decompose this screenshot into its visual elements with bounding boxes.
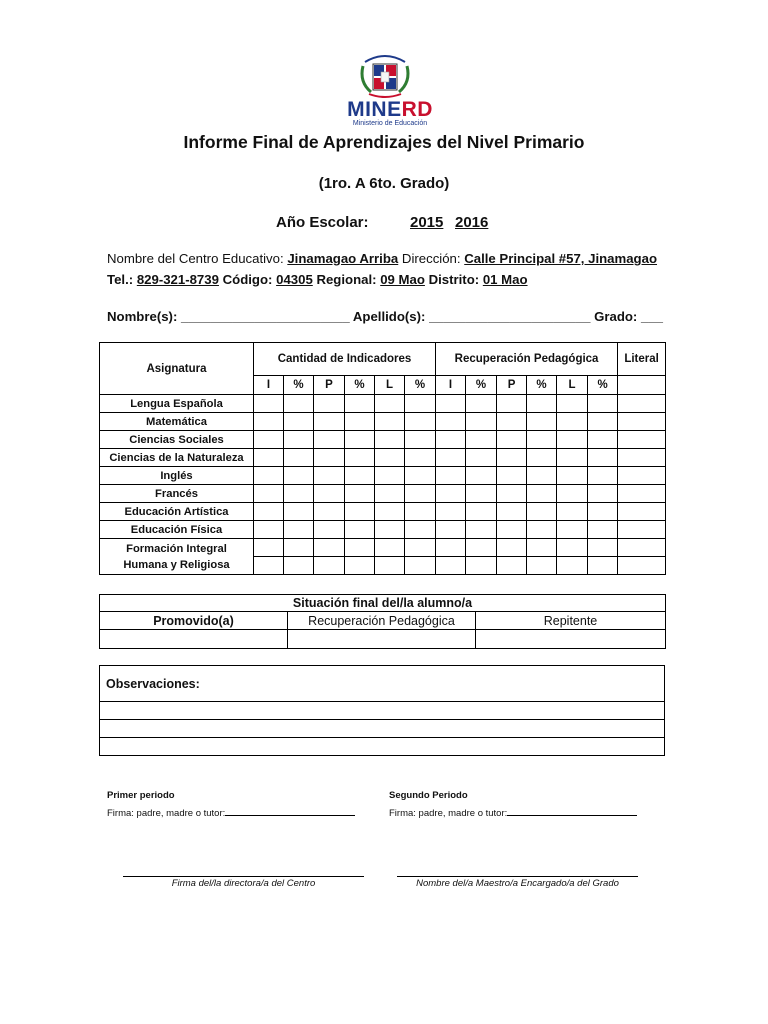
grade-input-cell[interactable] — [314, 395, 345, 413]
grade-input-cell[interactable] — [254, 485, 284, 503]
second-period-title: Segundo Periodo — [389, 790, 468, 801]
sub-header-cell: I — [254, 376, 284, 395]
grade-input-cell[interactable] — [497, 413, 527, 431]
subject-name: Ciencias de la Naturaleza — [100, 449, 254, 467]
grade-input-cell[interactable] — [345, 431, 375, 449]
grade-input-cell[interactable] — [436, 431, 466, 449]
teacher-signature-caption: Nombre del/a Maestro/a Encargado/a del Grado — [416, 878, 619, 889]
grade-input-cell[interactable] — [588, 413, 618, 431]
sub-header-cell: % — [345, 376, 375, 395]
subject-name-line2: Humana y Religiosa — [123, 558, 230, 571]
grade-input-cell[interactable] — [557, 431, 588, 449]
indicators-column-header: Cantidad de Indicadores — [254, 343, 436, 376]
logo-brand-part1: MINE — [347, 98, 402, 121]
grade-input-cell[interactable] — [497, 467, 527, 485]
grade-input-cell[interactable] — [557, 467, 588, 485]
grade-input-cell[interactable] — [588, 449, 618, 467]
grade-input-cell[interactable] — [284, 413, 314, 431]
grade-input-cell[interactable] — [497, 395, 527, 413]
grade-input-cell[interactable] — [314, 503, 345, 521]
coat-of-arms-icon — [355, 52, 415, 100]
observation-line[interactable] — [100, 720, 665, 738]
grade-input-cell[interactable] — [618, 467, 666, 485]
first-period-signature-field[interactable] — [225, 806, 355, 816]
grade-input-cell[interactable] — [284, 467, 314, 485]
sub-header-cell: P — [314, 376, 345, 395]
grade-input-cell[interactable] — [375, 449, 405, 467]
subject-name: Lengua Española — [100, 395, 254, 413]
grade-input-cell[interactable] — [497, 503, 527, 521]
grade-input-cell[interactable] — [557, 395, 588, 413]
grade-input-cell[interactable] — [618, 395, 666, 413]
center-info-line — [107, 251, 657, 266]
grade-input-cell[interactable] — [588, 521, 618, 539]
logo-brand-part2: RD — [401, 98, 433, 121]
grades-table — [99, 342, 666, 575]
regional-label: Regional: — [316, 272, 377, 287]
grade-input-cell[interactable] — [375, 431, 405, 449]
grade-input-cell[interactable] — [557, 521, 588, 539]
grade-input-cell[interactable] — [557, 539, 588, 557]
grade-input-cell[interactable] — [466, 413, 497, 431]
subject-column-header: Asignatura — [100, 343, 254, 395]
grade-input-cell[interactable] — [527, 431, 557, 449]
grade-input-cell[interactable] — [254, 431, 284, 449]
grade-input-cell[interactable] — [527, 503, 557, 521]
grade-input-cell[interactable] — [405, 557, 436, 575]
tel-value: 829-321-8739 — [136, 272, 219, 287]
table-row — [100, 395, 666, 413]
grade-input-cell[interactable] — [314, 467, 345, 485]
grade-input-cell[interactable] — [405, 485, 436, 503]
grade-input-cell[interactable] — [345, 503, 375, 521]
grade-input-cell[interactable] — [618, 503, 666, 521]
grade-input-cell[interactable] — [497, 485, 527, 503]
promoted-input-cell[interactable] — [100, 630, 288, 649]
grade-input-cell[interactable] — [527, 467, 557, 485]
district-label: Distrito: — [428, 272, 480, 287]
sub-header-cell: L — [375, 376, 405, 395]
second-period-signature — [389, 806, 637, 819]
grade-input-cell[interactable] — [284, 521, 314, 539]
grade-input-cell[interactable] — [497, 539, 527, 557]
grade-input-cell[interactable] — [618, 413, 666, 431]
grade-input-cell[interactable] — [436, 395, 466, 413]
grade-input-cell[interactable] — [527, 557, 557, 575]
grade-input-cell[interactable] — [618, 485, 666, 503]
grade-input-cell[interactable] — [405, 431, 436, 449]
grade-input-cell[interactable] — [345, 395, 375, 413]
grade-input-cell[interactable] — [497, 557, 527, 575]
subject-name: Ciencias Sociales — [100, 431, 254, 449]
grade-input-cell[interactable] — [466, 539, 497, 557]
grade-input-cell[interactable] — [466, 449, 497, 467]
grade-input-cell[interactable] — [466, 467, 497, 485]
grade-input-cell[interactable] — [466, 503, 497, 521]
grade-input-cell[interactable] — [527, 413, 557, 431]
second-period-signature-field[interactable] — [507, 806, 637, 816]
promoted-header: Promovido(a) — [100, 612, 288, 630]
table-row — [100, 431, 666, 449]
grade-input-cell[interactable] — [284, 449, 314, 467]
sub-header-cell: % — [527, 376, 557, 395]
grade-input-cell[interactable] — [405, 395, 436, 413]
school-year-label: Año Escolar: — [276, 214, 369, 231]
grade-input-cell[interactable] — [588, 539, 618, 557]
grade-input-cell[interactable] — [345, 539, 375, 557]
grade-input-cell[interactable] — [284, 503, 314, 521]
grade-input-cell[interactable] — [345, 449, 375, 467]
grade-input-cell[interactable] — [436, 449, 466, 467]
grade-input-cell[interactable] — [466, 521, 497, 539]
repeat-input-cell[interactable] — [476, 630, 666, 649]
subject-name: Francés — [100, 485, 254, 503]
logo-subtitle: Ministerio de Educación — [352, 120, 428, 127]
grade-input-cell[interactable] — [284, 485, 314, 503]
table-row — [100, 467, 666, 485]
school-year-start: 2015 — [410, 214, 444, 231]
address-label: Dirección: — [401, 251, 461, 266]
second-period-signature-label: Firma: padre, madre o tutor: — [389, 808, 508, 819]
grade-input-cell[interactable] — [466, 395, 497, 413]
report-title: Informe Final de Aprendizajes del Nivel Primario — [183, 132, 585, 152]
observation-line[interactable] — [100, 702, 665, 720]
grade-input-cell[interactable] — [375, 557, 405, 575]
grade-input-cell[interactable] — [284, 431, 314, 449]
literal-column-header: Literal — [618, 343, 666, 376]
logo-brand — [340, 100, 440, 120]
grade-input-cell[interactable] — [527, 395, 557, 413]
recovery-input-cell[interactable] — [288, 630, 476, 649]
grade-input-cell[interactable] — [588, 485, 618, 503]
grade-input-cell[interactable] — [375, 467, 405, 485]
grade-input-cell[interactable] — [375, 485, 405, 503]
first-period-signature — [107, 806, 355, 819]
grade-input-cell[interactable] — [284, 395, 314, 413]
grade-input-cell[interactable] — [375, 395, 405, 413]
grade-input-cell[interactable] — [466, 557, 497, 575]
grade-input-cell[interactable] — [314, 413, 345, 431]
code-value: 04305 — [276, 272, 313, 287]
minerd-logo — [340, 100, 440, 128]
first-period-signature-label: Firma: padre, madre o tutor: — [107, 808, 226, 819]
grade-input-cell[interactable] — [254, 467, 284, 485]
grade-input-cell[interactable] — [345, 413, 375, 431]
grade-input-cell[interactable] — [254, 557, 284, 575]
grade-input-cell[interactable] — [314, 449, 345, 467]
grade-input-cell[interactable] — [375, 521, 405, 539]
grade-input-cell[interactable] — [588, 557, 618, 575]
student-grade-field[interactable]: Grado: ___ — [594, 309, 663, 324]
grade-input-cell[interactable] — [618, 521, 666, 539]
director-signature-line[interactable] — [123, 876, 364, 877]
grade-input-cell[interactable] — [254, 539, 284, 557]
subject-name: Inglés — [100, 467, 254, 485]
grade-input-cell[interactable] — [345, 557, 375, 575]
sub-header-cell: % — [284, 376, 314, 395]
final-situation-title: Situación final del/la alumno/a — [100, 595, 666, 612]
observation-line[interactable] — [100, 738, 665, 756]
subject-cell-formacion — [100, 539, 254, 575]
teacher-signature-line[interactable] — [397, 876, 638, 877]
grade-input-cell[interactable] — [284, 557, 314, 575]
table-row — [100, 485, 666, 503]
grade-input-cell[interactable] — [618, 557, 666, 575]
first-period-title: Primer periodo — [107, 790, 175, 801]
sub-header-cell: I — [436, 376, 466, 395]
sub-header-cell: % — [405, 376, 436, 395]
student-info-line — [107, 309, 663, 324]
grade-input-cell[interactable] — [618, 539, 666, 557]
grade-input-cell[interactable] — [405, 521, 436, 539]
grade-input-cell[interactable] — [405, 503, 436, 521]
repeat-header: Repitente — [476, 612, 666, 630]
grade-input-cell[interactable] — [405, 449, 436, 467]
grade-input-cell[interactable] — [436, 485, 466, 503]
grade-input-cell[interactable] — [375, 503, 405, 521]
grade-input-cell[interactable] — [466, 485, 497, 503]
address-value: Calle Principal #57, Jinamagao — [464, 251, 658, 266]
grade-input-cell[interactable] — [345, 521, 375, 539]
grade-input-cell[interactable] — [254, 413, 284, 431]
district-value: 01 Mao — [482, 272, 528, 287]
subject-name-line1: Formación Integral — [126, 542, 227, 555]
grade-input-cell[interactable] — [557, 557, 588, 575]
grade-input-cell[interactable] — [436, 503, 466, 521]
grade-input-cell[interactable] — [405, 467, 436, 485]
grade-input-cell[interactable] — [254, 395, 284, 413]
grade-input-cell[interactable] — [375, 413, 405, 431]
report-subtitle: (1ro. A 6to. Grado) — [318, 175, 450, 192]
grade-input-cell[interactable] — [254, 449, 284, 467]
grade-input-cell[interactable] — [405, 413, 436, 431]
table-row — [100, 503, 666, 521]
grade-input-cell[interactable] — [254, 521, 284, 539]
grade-input-cell[interactable] — [527, 485, 557, 503]
grade-input-cell[interactable] — [284, 539, 314, 557]
grade-input-cell[interactable] — [497, 431, 527, 449]
grade-input-cell[interactable] — [254, 503, 284, 521]
grade-input-cell[interactable] — [618, 449, 666, 467]
grade-input-cell[interactable] — [405, 539, 436, 557]
grade-input-cell[interactable] — [436, 521, 466, 539]
grade-input-cell[interactable] — [345, 467, 375, 485]
grade-input-cell[interactable] — [314, 539, 345, 557]
grade-input-cell[interactable] — [527, 449, 557, 467]
grade-input-cell[interactable] — [314, 521, 345, 539]
table-row — [100, 413, 666, 431]
grade-input-cell[interactable] — [314, 557, 345, 575]
grade-input-cell[interactable] — [436, 539, 466, 557]
grade-input-cell[interactable] — [557, 449, 588, 467]
grade-input-cell[interactable] — [588, 395, 618, 413]
grade-input-cell[interactable] — [497, 449, 527, 467]
recovery-column-header: Recuperación Pedagógica — [436, 343, 618, 376]
grade-input-cell[interactable] — [527, 539, 557, 557]
grade-input-cell[interactable] — [314, 485, 345, 503]
final-situation-table — [99, 594, 666, 649]
sub-header-cell: % — [466, 376, 497, 395]
observations-label: Observaciones: — [100, 666, 665, 702]
school-year-end: 2016 — [455, 214, 489, 231]
center-name-label: Nombre del Centro Educativo: — [107, 251, 284, 266]
subject-name: Educación Física — [100, 521, 254, 539]
table-row — [100, 521, 666, 539]
grade-input-cell[interactable] — [436, 467, 466, 485]
director-signature-caption: Firma del/la directora/a del Centro — [171, 878, 316, 889]
literal-empty-cell — [618, 376, 666, 395]
observations-table — [99, 665, 665, 756]
grade-input-cell[interactable] — [527, 521, 557, 539]
grade-input-cell[interactable] — [375, 539, 405, 557]
grade-input-cell[interactable] — [436, 413, 466, 431]
contact-info-line — [107, 272, 528, 287]
student-surname-field[interactable]: Apellido(s): ______________________ — [352, 309, 591, 324]
sub-header-cell: % — [588, 376, 618, 395]
subject-name: Matemática — [100, 413, 254, 431]
grade-input-cell[interactable] — [345, 485, 375, 503]
grade-input-cell[interactable] — [557, 503, 588, 521]
student-name-field[interactable]: Nombre(s): _______________________ — [107, 309, 350, 324]
center-name-value: Jinamagao Arriba — [287, 251, 399, 266]
code-label: Código: — [222, 272, 273, 287]
grade-input-cell[interactable] — [557, 413, 588, 431]
grade-input-cell[interactable] — [588, 467, 618, 485]
tel-label: Tel.: — [107, 272, 134, 287]
grade-input-cell[interactable] — [497, 521, 527, 539]
grade-input-cell[interactable] — [436, 557, 466, 575]
sub-header-cell: L — [557, 376, 588, 395]
grade-input-cell[interactable] — [557, 485, 588, 503]
grade-input-cell[interactable] — [314, 431, 345, 449]
grade-input-cell[interactable] — [588, 431, 618, 449]
grade-input-cell[interactable] — [588, 503, 618, 521]
recovery-header: Recuperación Pedagógica — [288, 612, 476, 630]
regional-value: 09 Mao — [380, 272, 425, 287]
subject-name: Educación Artística — [100, 503, 254, 521]
grade-input-cell[interactable] — [466, 431, 497, 449]
grade-input-cell[interactable] — [618, 431, 666, 449]
table-row — [100, 449, 666, 467]
sub-header-cell: P — [497, 376, 527, 395]
